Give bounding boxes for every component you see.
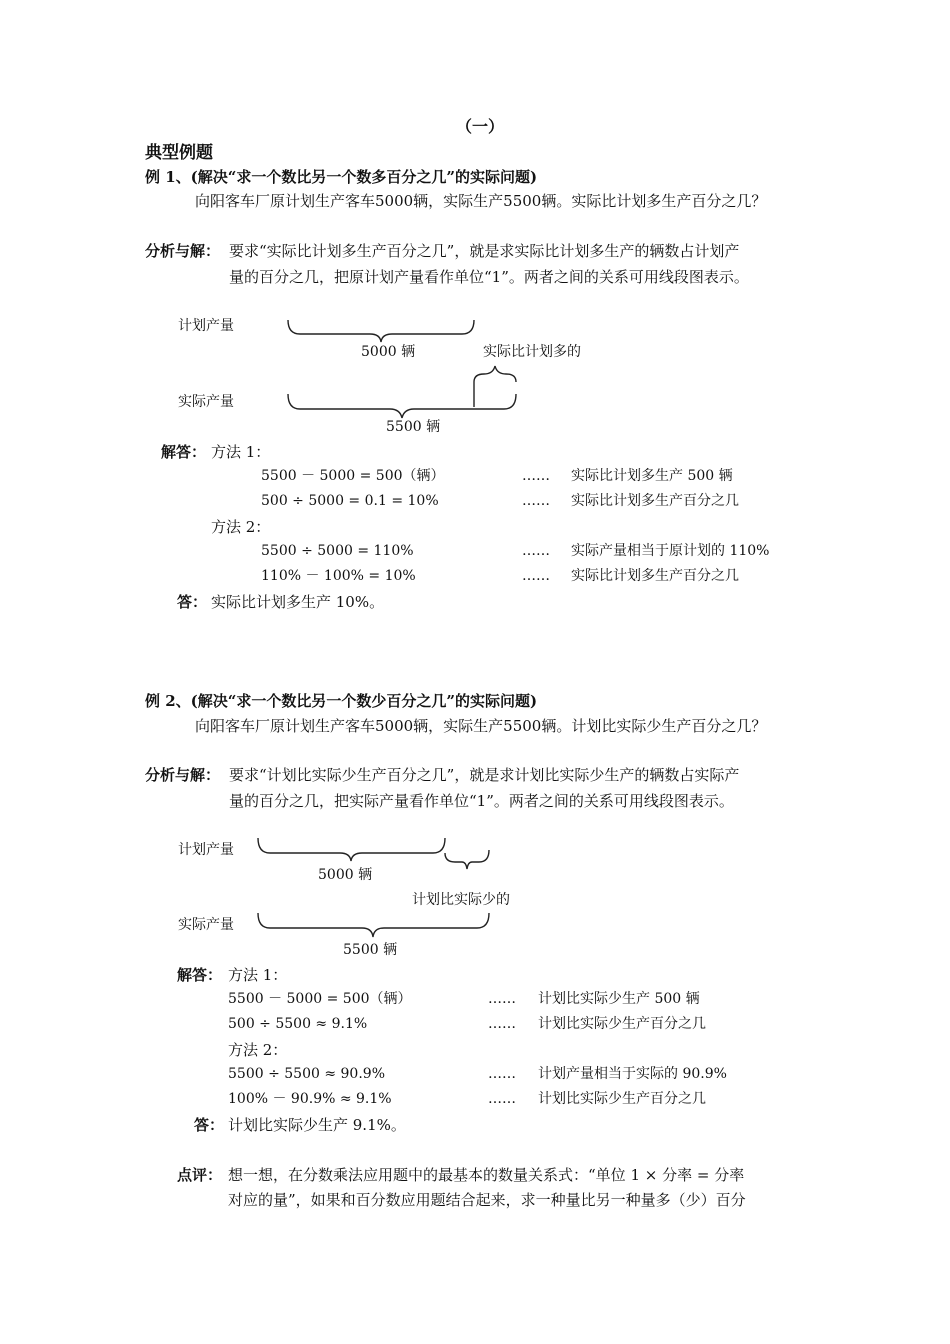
ex2-m2-row-2-dots: ……: [488, 1091, 516, 1107]
ex2-m1-row-1-expr: 5500 － 5000 = 500（辆）: [228, 991, 412, 1007]
ex2-diff-brace: [445, 850, 489, 869]
example-2-analysis-line-2: 量的百分之几，把实际产量看作单位“1”。两者之间的关系可用线段图表示。: [229, 792, 734, 810]
ex1-actual-label: 实际产量: [178, 394, 234, 410]
section-heading: （一）: [456, 117, 505, 136]
example-2-problem: 向阳客车厂原计划生产客车5000辆，实际生产5500辆。计划比实际少生产百分之几？: [195, 717, 767, 735]
ex1-m2-row-2-expr: 110% － 100% = 10%: [261, 568, 416, 584]
ex2-solution-label: 解答：: [177, 966, 223, 984]
ex1-m1-row-2-expr: 500 ÷ 5000 = 0.1 = 10%: [261, 493, 439, 509]
ex1-diff-label: 实际比计划多的: [483, 344, 581, 360]
example-2-analysis-line-1: 要求“计划比实际少生产百分之几”，就是求计划比实际少生产的辆数占实际产: [229, 766, 740, 784]
example-1-analysis-label: 分析与解：: [145, 242, 221, 260]
ex2-answer-label: 答：: [194, 1116, 225, 1134]
comment-line-1: 想一想，在分数乘法应用题中的最基本的数量关系式：“单位 1 × 分率 = 分率: [228, 1166, 745, 1184]
ex2-actual-brace: [258, 913, 489, 937]
ex2-m1-row-2-expr: 500 ÷ 5500 ≈ 9.1%: [228, 1016, 368, 1032]
ex2-plan-value: 5000 辆: [318, 867, 373, 883]
ex1-answer-label: 答：: [177, 593, 208, 611]
ex1-method-1-label: 方法 1：: [211, 443, 271, 461]
ex1-m2-row-1-dots: ……: [522, 543, 550, 559]
ex1-m2-row-1-note: 实际产量相当于原计划的 110%: [571, 543, 770, 559]
ex1-m1-row-2-note: 实际比计划多生产百分之几: [571, 493, 739, 509]
ex2-m2-row-1-dots: ……: [488, 1066, 516, 1082]
ex2-method-2-label: 方法 2：: [228, 1041, 288, 1059]
ex1-m1-row-1-expr: 5500 － 5000 = 500（辆）: [261, 468, 445, 484]
ex2-m2-row-1-note: 计划产量相当于实际的 90.9%: [538, 1066, 727, 1082]
example-1-analysis-line-2: 量的百分之几，把原计划产量看作单位“1”。两者之间的关系可用线段图表示。: [229, 268, 749, 286]
ex2-answer: 计划比实际少生产 9.1%。: [228, 1116, 406, 1134]
ex1-plan-label: 计划产量: [178, 318, 234, 334]
example-2-analysis-label: 分析与解：: [145, 766, 221, 784]
ex1-m2-row-1-expr: 5500 ÷ 5000 = 110%: [261, 543, 414, 559]
ex1-m1-row-2-dots: ……: [522, 493, 550, 509]
page-title: 典型例题: [145, 143, 213, 163]
ex2-m1-row-1-dots: ……: [488, 991, 516, 1007]
comment-line-2: 对应的量”，如果和百分数应用题结合起来，求一种量比另一种量多（少）百分: [228, 1191, 746, 1209]
ex2-m1-row-1-note: 计划比实际少生产 500 辆: [538, 991, 700, 1007]
ex2-actual-value: 5500 辆: [343, 942, 398, 958]
ex2-m2-row-1-expr: 5500 ÷ 5500 ≈ 90.9%: [228, 1066, 385, 1082]
example-1-analysis-line-1: 要求“实际比计划多生产百分之几”，就是求实际比计划多生产的辆数占计划产: [229, 242, 740, 260]
ex2-m1-row-2-dots: ……: [488, 1016, 516, 1032]
ex1-m2-row-2-note: 实际比计划多生产百分之几: [571, 568, 739, 584]
ex1-plan-value: 5000 辆: [361, 344, 416, 360]
comment-label: 点评：: [177, 1166, 223, 1184]
ex2-plan-brace: [258, 838, 445, 861]
ex1-answer: 实际比计划多生产 10%。: [211, 593, 385, 611]
ex2-method-1-label: 方法 1：: [228, 966, 288, 984]
ex2-m1-row-2-note: 计划比实际少生产百分之几: [538, 1016, 706, 1032]
ex2-plan-label: 计划产量: [178, 842, 234, 858]
ex1-solution-label: 解答：: [161, 443, 207, 461]
ex1-actual-value: 5500 辆: [386, 419, 441, 435]
ex2-diff-label: 计划比实际少的: [412, 892, 510, 908]
ex1-m1-row-1-note: 实际比计划多生产 500 辆: [571, 468, 733, 484]
ex2-actual-label: 实际产量: [178, 917, 234, 933]
ex1-m2-row-2-dots: ……: [522, 568, 550, 584]
ex2-m2-row-2-expr: 100% － 90.9% ≈ 9.1%: [228, 1091, 392, 1107]
example-1-problem: 向阳客车厂原计划生产客车5000辆，实际生产5500辆。实际比计划多生产百分之几？: [195, 192, 767, 210]
ex2-m2-row-2-note: 计划比实际少生产百分之几: [538, 1091, 706, 1107]
example-1-heading: 例 1、(解决“求一个数比另一个数多百分之几”的实际问题): [145, 168, 538, 186]
example-2-heading: 例 2、(解决“求一个数比另一个数少百分之几”的实际问题): [145, 692, 538, 710]
ex1-method-2-label: 方法 2：: [211, 518, 271, 536]
ex1-m1-row-1-dots: ……: [522, 468, 550, 484]
